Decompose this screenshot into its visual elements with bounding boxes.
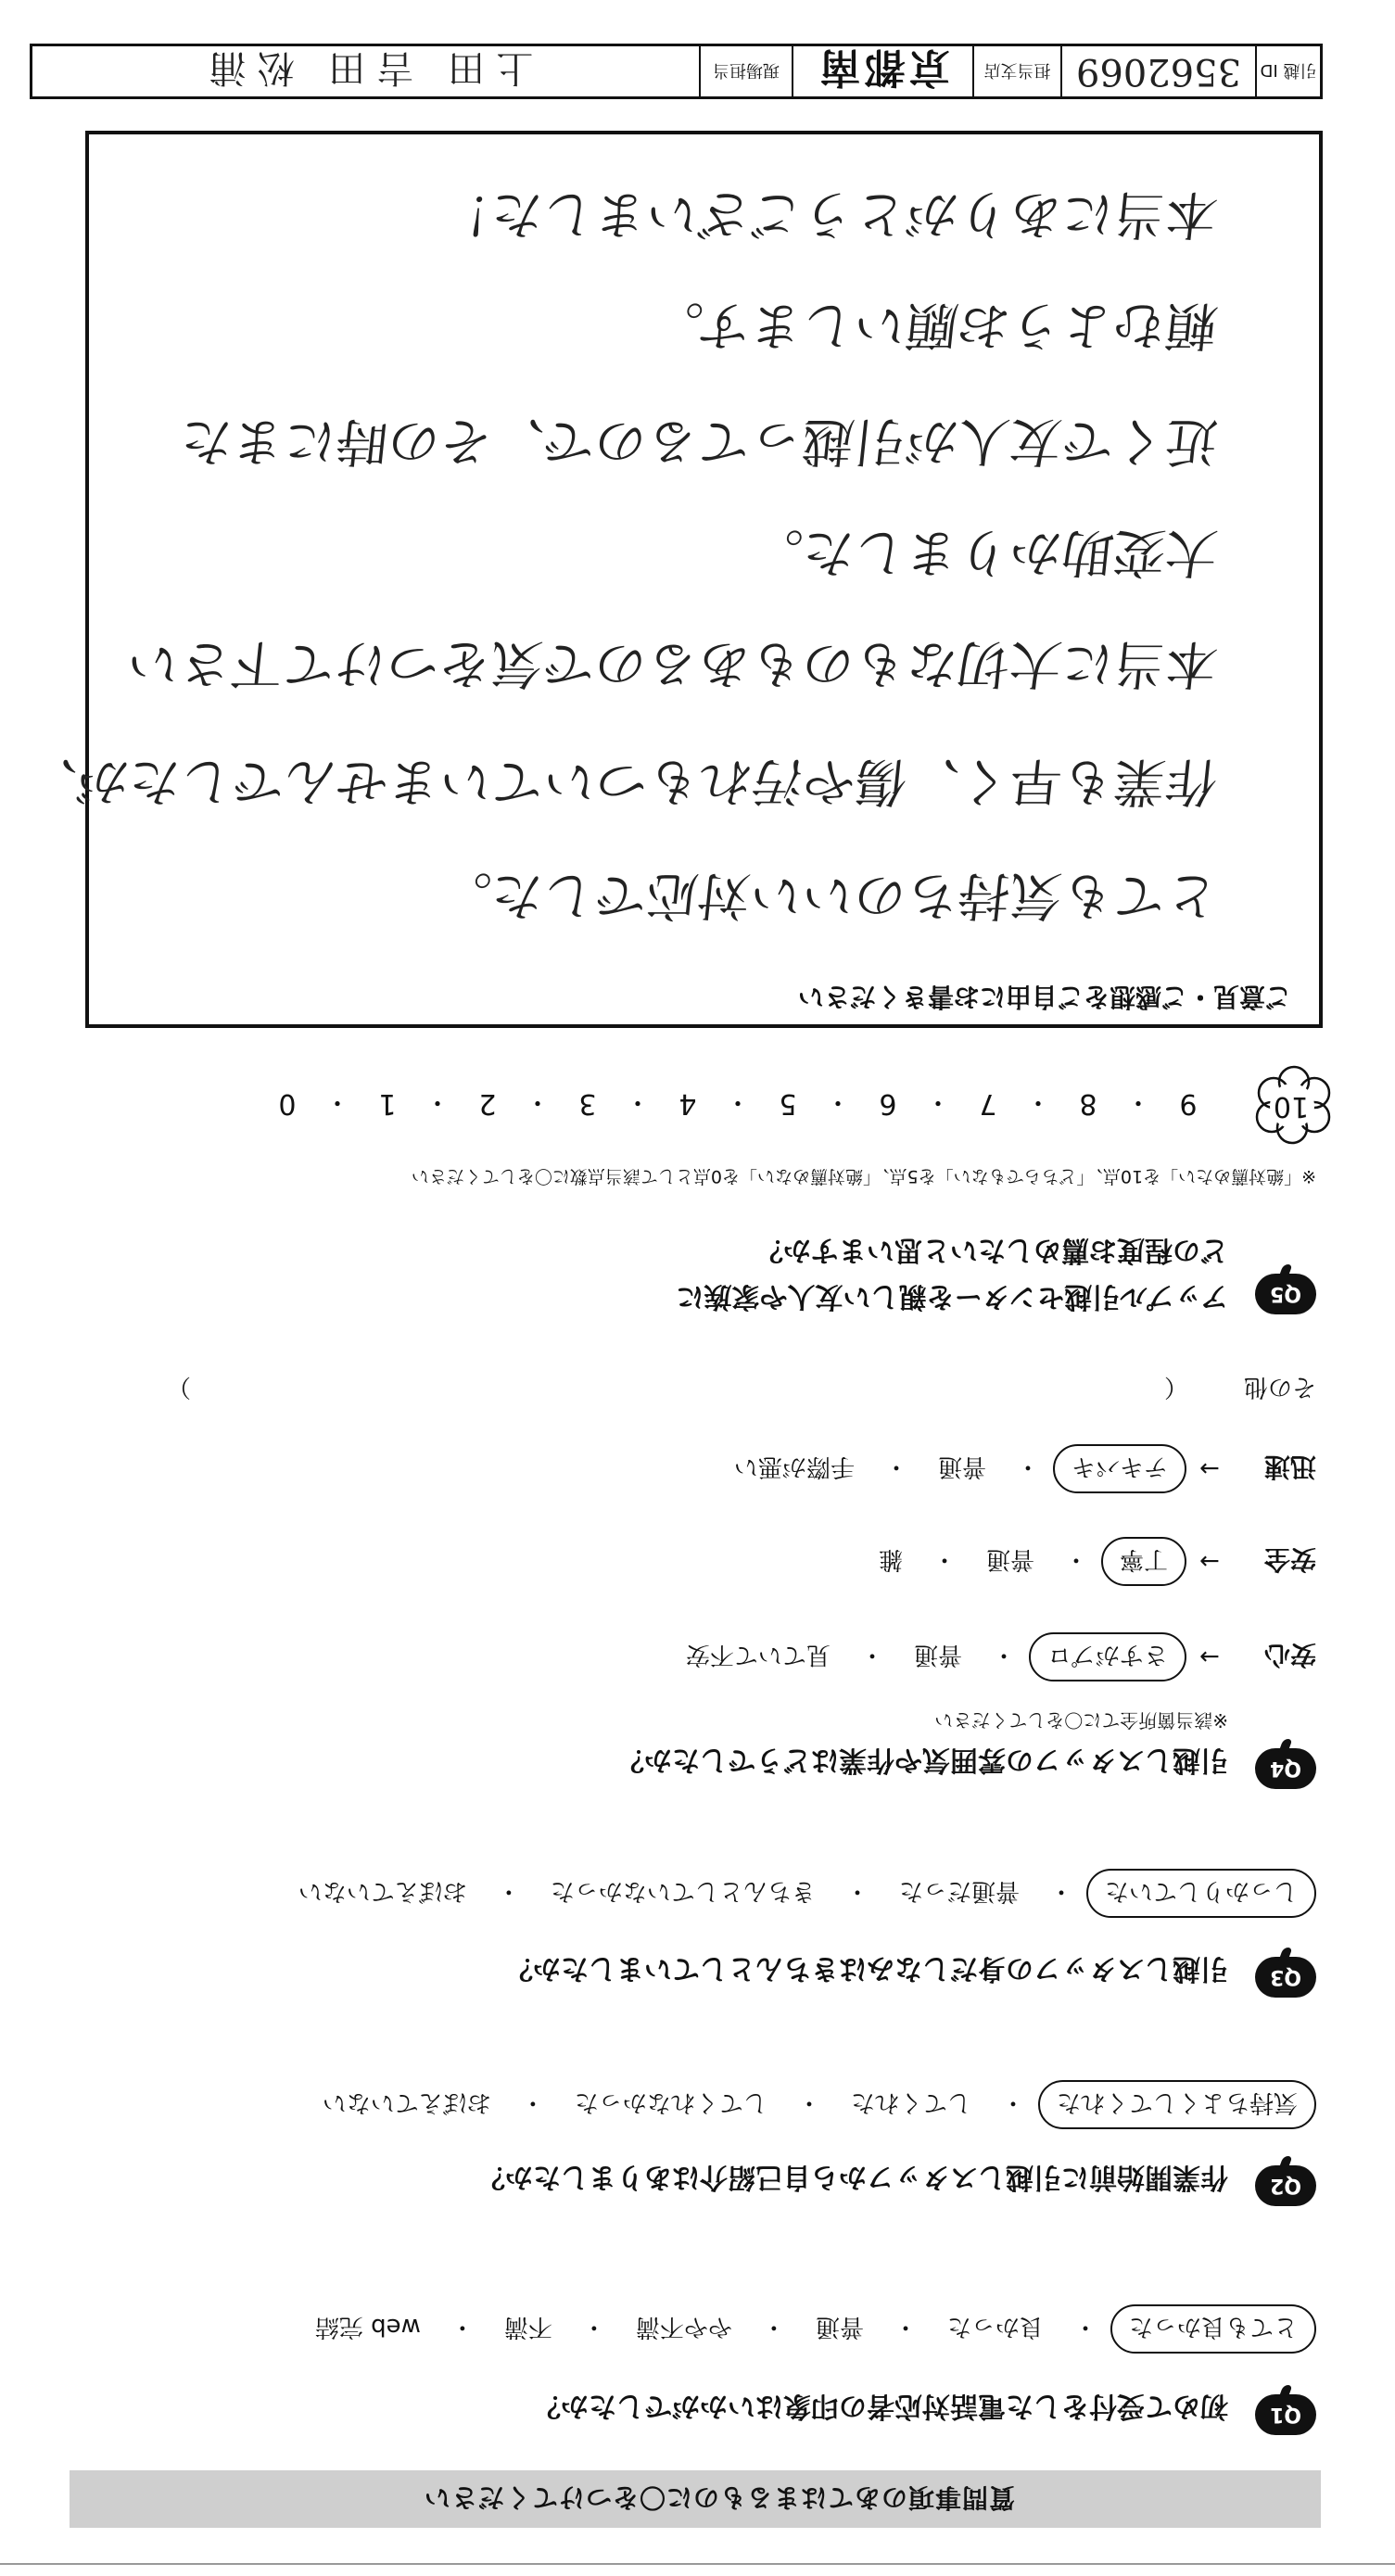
q4-note: ※該当箇所全てに〇をしてください	[934, 1709, 1228, 1732]
q3-options: しっかりしていた ・ 普通だった ・ きちんとしていなかった ・ おぼえていない	[282, 1869, 1316, 1918]
q3-option-not-neat[interactable]: きちんとしていなかった	[550, 1877, 816, 1905]
comments-heading: ご意見・ご感想をご自由にお書きください	[797, 982, 1291, 1012]
q5-note: ※「絶対薦めたい」を10点、「どちらでもない」を5点、「絶対薦めない」を0点として該当点数に〇をしてください	[411, 1166, 1316, 1186]
comment-line-5: 近くで友人が引越ってるので、その時にまた	[177, 411, 1221, 471]
q2-text: 作業開始前に引越しスタッフから自己紹介はありましたか？	[477, 2161, 1228, 2193]
q4-row-label: 迅速	[1263, 1452, 1316, 1483]
q4-row-reassurance: 安心 → さすがプロ ・ 普通 ・ 見ていて不安	[669, 1632, 1316, 1681]
survey-heading: 質問事項のあてはまるものに〇をつけてください	[70, 2470, 1321, 2528]
question-5	[676, 1233, 1302, 1320]
q2-option-no[interactable]: してくれなかった	[574, 2088, 767, 2116]
q4-option-normal[interactable]: 普通	[913, 1641, 962, 1669]
q4-option-clumsy[interactable]: 手際が悪い	[733, 1453, 855, 1480]
comment-line-7: 本当にありがとうございました！	[436, 184, 1221, 244]
q5-score-0[interactable]: 0	[278, 1087, 297, 1121]
comment-line-6: 頼むようお願いします。	[647, 295, 1221, 355]
q3-text: 引越しスタッフの身だしなみはきちんとしていましたか？	[505, 1952, 1228, 1985]
q2-option-dont-remember[interactable]: おぼえていない	[322, 2088, 491, 2116]
q5-score-7[interactable]: 7	[979, 1087, 997, 1121]
q4-option-careful[interactable]: 丁寧	[1101, 1537, 1186, 1586]
q4-other-close-paren: ）	[166, 1373, 191, 1401]
q3-badge: Q3	[1255, 1957, 1316, 1998]
q5-score-1[interactable]: 1	[378, 1087, 397, 1121]
branch-value: 京都南	[792, 46, 972, 96]
question-1	[533, 2389, 1302, 2430]
q4-option-professional[interactable]: さすがプロ	[1029, 1632, 1186, 1681]
scan-edge-line	[0, 2563, 1395, 2565]
q5-score-5[interactable]: 5	[779, 1087, 797, 1121]
question-3	[505, 1951, 1302, 1992]
q4-row-safety: 安全 → 丁寧 ・ 普通 ・ 雑	[862, 1537, 1316, 1586]
q3-option-neat[interactable]: しっかりしていた	[1086, 1869, 1316, 1918]
q4-text: 引越しスタッフの雰囲気や作業はどうでしたか？	[616, 1744, 1228, 1776]
q1-badge: Q1	[1255, 2394, 1316, 2435]
q4-other-row	[74, 1372, 1316, 1406]
id-value: 3562069	[1060, 46, 1255, 96]
q1-option-normal[interactable]: 普通	[815, 2313, 864, 2341]
arrow-right-icon: →	[1199, 1547, 1220, 1576]
q2-badge: Q2	[1255, 2165, 1316, 2206]
q5-score-9[interactable]: 9	[1179, 1087, 1198, 1121]
q5-score-3[interactable]: 3	[578, 1087, 597, 1121]
question-4	[616, 1708, 1302, 1783]
q4-option-efficient[interactable]: テキパキ	[1053, 1444, 1186, 1493]
q2-option-gladly[interactable]: 気持ちよくしてくれた	[1038, 2080, 1316, 2129]
q4-option-uneasy[interactable]: 見ていて不安	[685, 1641, 831, 1669]
q1-option-web[interactable]: web 完結	[314, 2313, 421, 2341]
comment-line-1: とても気持ちのいい対応でした。	[436, 865, 1221, 925]
q1-text: 初めて受付をした電話対応者の印象はいかがでしたか？	[533, 2390, 1228, 2422]
q4-row-speed: 迅速 → テキパキ ・ 普通 ・ 手際が悪い	[717, 1444, 1316, 1493]
q1-option-good[interactable]: 良かった	[946, 2313, 1044, 2341]
q5-text-line2: どの程度お薦めしたいと思いますか？	[755, 1234, 1228, 1266]
q5-score-2[interactable]: 2	[478, 1087, 497, 1121]
q5-score-8[interactable]: 8	[1079, 1087, 1097, 1121]
q4-row-label: 安全	[1263, 1544, 1316, 1576]
q5-score-selected[interactable]: 10	[1273, 1090, 1310, 1123]
q4-other-open-paren: （	[1163, 1373, 1188, 1401]
branch-label: 担当支店	[972, 46, 1060, 96]
staff-info-strip	[30, 44, 1323, 99]
q4-option-rough[interactable]: 雑	[878, 1545, 903, 1573]
comment-line-4: 大変助かりました。	[747, 522, 1221, 582]
q1-option-slightly-dissatisfied[interactable]: やや不満	[635, 2313, 732, 2341]
comment-line-2: 作業も早く、傷や汚れもついていませんでしたが、	[21, 751, 1221, 811]
q4-badge: Q4	[1255, 1748, 1316, 1789]
q1-option-dissatisfied[interactable]: 不満	[503, 2313, 552, 2341]
comment-line-3: 本当に大切なものもあるので気をつけて下さい	[124, 633, 1221, 693]
q5-score-scale: 9 ・ 8 ・ 7 ・ 6 ・ 5 ・ 4 ・ 3 ・ 2 ・ 1 ・ 0	[261, 1085, 1214, 1123]
q5-score-6[interactable]: 6	[879, 1087, 897, 1121]
q2-options: 気持ちよくしてくれた ・ してくれた ・ してくれなかった ・ おぼえていない	[306, 2080, 1316, 2129]
q5-score-4[interactable]: 4	[678, 1087, 697, 1121]
q2-option-yes[interactable]: してくれた	[850, 2088, 971, 2116]
q4-option-normal[interactable]: 普通	[937, 1453, 986, 1480]
q4-option-normal[interactable]: 普通	[985, 1545, 1034, 1573]
arrow-right-icon: →	[1199, 1454, 1220, 1483]
leader-label: 現場担当	[699, 46, 792, 96]
staff-signatures: 上田 吉田 松浦	[197, 46, 534, 90]
arrow-right-icon: →	[1199, 1643, 1220, 1671]
q4-row-label: 安心	[1263, 1640, 1316, 1671]
q5-text-line1: アップル引越センターを親しい友人や家族に	[676, 1280, 1228, 1313]
q4-other-label: その他	[1243, 1373, 1316, 1401]
q1-option-very-good[interactable]: とても良かった	[1110, 2304, 1316, 2354]
comments-box[interactable]	[21, 131, 1323, 1028]
q3-option-dont-remember[interactable]: おぼえていない	[298, 1877, 467, 1905]
q5-badge: Q5	[1255, 1274, 1316, 1314]
question-2	[477, 2160, 1302, 2201]
q1-options: とても良かった ・ 良かった ・ 普通 ・ やや不満 ・ 不満 ・ web 完結	[298, 2304, 1316, 2354]
q3-option-normal[interactable]: 普通だった	[898, 1877, 1020, 1905]
id-label: 引越 ID	[1255, 46, 1320, 96]
